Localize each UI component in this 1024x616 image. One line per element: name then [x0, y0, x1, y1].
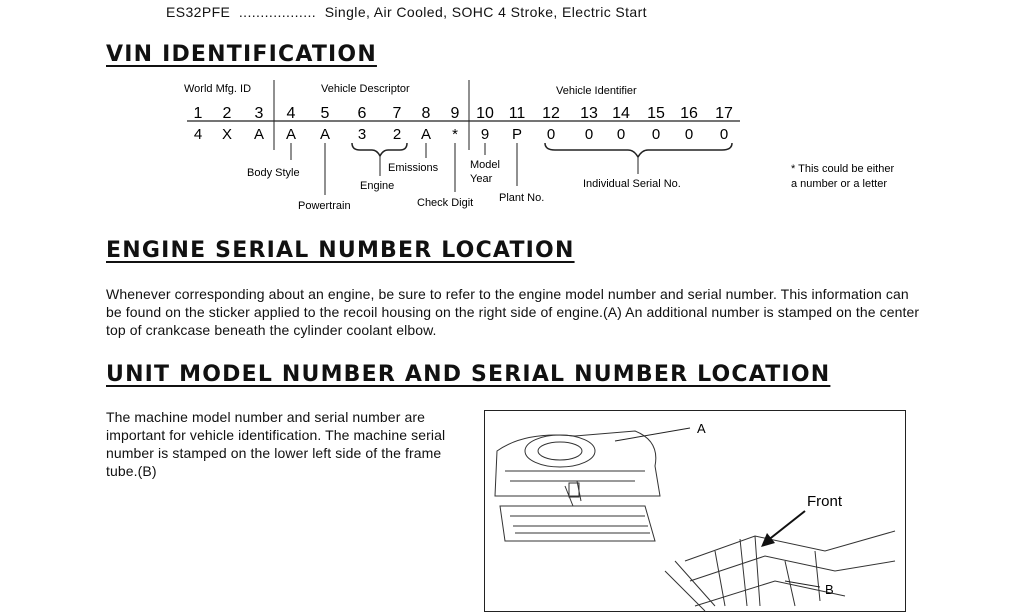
recoil-housing: [525, 435, 595, 467]
vin-position-15: 15: [647, 105, 665, 122]
vin-char-16: 0: [684, 126, 694, 143]
label-plant-no: Plant No.: [499, 192, 545, 204]
vin-position-10: 10: [476, 105, 494, 122]
model-code: ES32PFE: [166, 4, 231, 20]
figure-label-b: B: [825, 582, 834, 597]
vehicle-figure: [484, 410, 906, 612]
vin-position-1: 1: [193, 105, 203, 122]
vin-char-6: 3: [357, 126, 367, 143]
unit-model-heading: UNIT MODEL NUMBER AND SERIAL NUMBER LOCATION: [106, 362, 831, 387]
vin-char-5: A: [319, 126, 331, 143]
footrest: [500, 506, 655, 541]
vin-char-1: 4: [193, 126, 203, 143]
vin-position-3: 3: [254, 105, 264, 122]
vin-char-12: 0: [546, 126, 556, 143]
vin-position-5: 5: [320, 105, 330, 122]
frame-tubes: [685, 531, 895, 606]
vin-position-16: 16: [680, 105, 698, 122]
engine-serial-text: Whenever corresponding about an engine, be sure to refer to the engine model number and serial number. This information can be found on the sticker applied to the recoil housing on the right side of engine.(A) An additional number is stamped on the center top of crankcase beneath the cylinder coolant elbow.: [106, 286, 920, 338]
vin-footnote: * This could be either a number or a letter: [791, 163, 895, 190]
section-world-mfg: World Mfg. ID: [184, 83, 252, 95]
vin-position-17: 17: [715, 105, 733, 122]
figure-label-front: Front: [807, 493, 843, 510]
vehicle-illustration: [485, 411, 905, 611]
vin-char-15: 0: [651, 126, 661, 143]
vin-position-13: 13: [580, 105, 598, 122]
label-model-year: Model Year: [470, 159, 500, 185]
label-body-style: Body Style: [247, 167, 300, 179]
vin-char-2: X: [221, 126, 233, 143]
vin-char-4: A: [285, 126, 297, 143]
vin-position-7: 7: [392, 105, 402, 122]
engine-brace: [352, 143, 407, 156]
vin-heading: VIN IDENTIFICATION: [106, 42, 377, 67]
vin-char-17: 0: [719, 126, 729, 143]
vin-char-11: P: [511, 126, 523, 143]
recoil-inner: [538, 442, 582, 460]
vin-char-13: 0: [584, 126, 594, 143]
vin-position-4: 4: [286, 105, 296, 122]
model-description: Single, Air Cooled, SOHC 4 Stroke, Electric Start: [324, 4, 647, 20]
label-powertrain: Powertrain: [298, 200, 351, 212]
engine-serial-heading: ENGINE SERIAL NUMBER LOCATION: [106, 238, 575, 263]
label-check-digit: Check Digit: [417, 197, 474, 209]
vin-position-11: 11: [508, 105, 526, 122]
vin-char-9: *: [452, 126, 458, 143]
vin-position-14: 14: [612, 105, 630, 122]
vin-char-8: A: [420, 126, 432, 143]
frame-braces: [665, 561, 715, 611]
unit-model-text: The machine model number and serial number are important for vehicle identification. The machine serial number is stamped on the lower left side of the frame tube.(B): [106, 409, 446, 479]
vin-char-14: 0: [616, 126, 626, 143]
engine-fins: [505, 471, 645, 481]
figure-label-a: A: [697, 421, 706, 436]
leader-dots: ..................: [238, 4, 317, 20]
vin-position-6: 6: [357, 105, 367, 122]
front-arrow-shaft: [767, 511, 805, 541]
vin-position-8: 8: [421, 105, 431, 122]
footrest-ridges: [510, 516, 650, 533]
vin-position-9: 9: [450, 105, 460, 122]
serial-brace: [545, 143, 732, 157]
engine-outline: [495, 431, 660, 496]
leader-a: [615, 428, 690, 441]
section-vehicle-identifier: Vehicle Identifier: [556, 85, 637, 97]
vin-char-3: A: [253, 126, 265, 143]
label-engine: Engine: [360, 180, 395, 192]
vin-char-10: 9: [480, 126, 490, 143]
section-vehicle-descriptor: Vehicle Descriptor: [321, 83, 410, 95]
label-individual-serial: Individual Serial No.: [583, 178, 681, 190]
vin-diagram: [0, 0, 1024, 230]
vin-char-7: 2: [392, 126, 402, 143]
label-emissions: Emissions: [388, 162, 439, 174]
vin-position-12: 12: [542, 105, 560, 122]
vin-position-2: 2: [222, 105, 232, 122]
